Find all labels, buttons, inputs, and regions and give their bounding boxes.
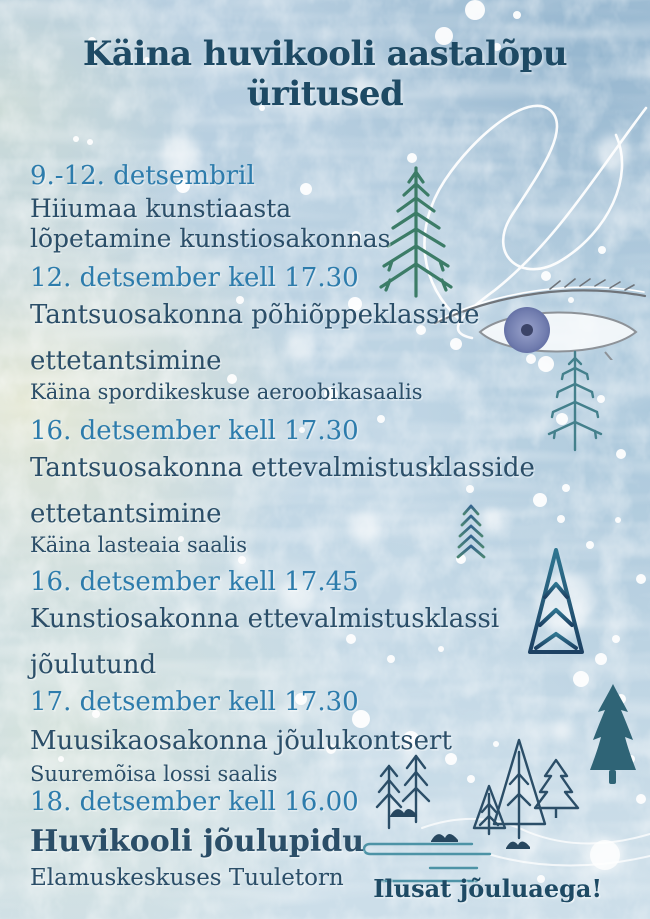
event-title — [30, 300, 480, 376]
event-date: 16. detsember kell 17.30 — [30, 416, 359, 446]
event-date: 16. detsember kell 17.45 — [30, 567, 359, 597]
event-title-line: lõpetamine kunstiosakonnas — [30, 224, 391, 253]
event-title-line: jõulutund — [30, 650, 157, 680]
event-2 — [30, 262, 480, 405]
event-title-line: Hiiumaa kunstiaasta — [30, 194, 292, 223]
event-location: Käina spordikeskuse aeroobikasaalis — [30, 380, 423, 404]
event-1 — [30, 160, 391, 254]
event-location: Elamuskeskuses Tuuletorn — [30, 865, 344, 891]
event-4 — [30, 566, 499, 680]
event-6 — [30, 786, 364, 893]
event-title — [30, 604, 499, 680]
event-title-line: ettetantsimine — [30, 499, 222, 529]
event-title-line: Tantsuosakonna põhiõppeklasside — [30, 300, 480, 330]
sparse-fir-tree-icon — [543, 348, 607, 456]
event-date: 9.-12. detsembril — [30, 161, 255, 191]
closing-message: Ilusat jõuluaega! — [373, 874, 602, 903]
event-title — [30, 453, 535, 529]
event-title — [30, 823, 364, 861]
event-title-line: ettetantsimine — [30, 346, 222, 376]
event-date: 18. detsember kell 16.00 — [30, 787, 359, 817]
event-3 — [30, 415, 535, 558]
event-title-line: Tantsuosakonna ettevalmistusklasside — [30, 453, 535, 483]
event-location: Käina lasteaia saalis — [30, 533, 247, 557]
line-triangle-tree-icon — [474, 740, 545, 838]
event-title — [30, 194, 391, 254]
event-title-line: Huvikooli jõulupidu — [30, 824, 365, 859]
outline-triangle-tree-icon — [522, 544, 590, 670]
event-date: 12. detsember kell 17.30 — [30, 263, 359, 293]
event-5 — [30, 686, 452, 787]
event-date: 17. detsember kell 17.30 — [30, 687, 359, 717]
event-title — [30, 724, 452, 758]
poster-title: Käina huvikooli aastalõpu üritused — [82, 34, 568, 114]
event-location: Suuremõisa lossi saalis — [30, 762, 278, 786]
event-title-line: Kunstiosakonna ettevalmistusklassi — [30, 604, 500, 634]
event-title-line: Muusikaosakonna jõulukontsert — [30, 726, 452, 756]
